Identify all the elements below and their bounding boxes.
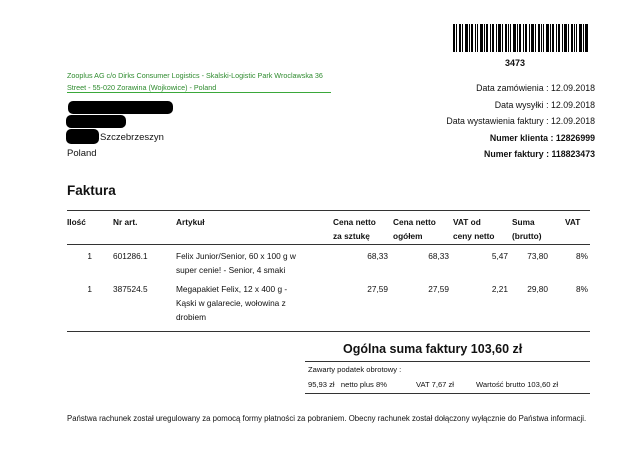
row1-unit-net: 68,33 — [367, 251, 388, 261]
row1-item-line2: super cenie! - Senior, 4 smaki — [176, 265, 286, 275]
row2-total-net: 27,59 — [428, 284, 449, 294]
summary-bottom-rule — [305, 393, 590, 394]
row1-total-net: 68,33 — [428, 251, 449, 261]
redaction-block — [66, 129, 99, 144]
header-unit-net-1: Cena netto — [333, 217, 376, 227]
header-unit-net-2: za sztukę — [333, 231, 370, 241]
tax-label: Zawarty podatek obrotowy : — [308, 365, 402, 374]
row2-item-line2: Kąski w galarecie, wołowina z — [176, 298, 286, 308]
sender-divider — [67, 92, 331, 93]
invoice-number: Numer faktury : 118823473 — [483, 149, 595, 159]
row2-qty: 1 — [87, 284, 92, 294]
tax-gross: Wartość brutto 103,60 zł — [476, 380, 559, 389]
barcode — [453, 24, 588, 52]
redaction-block — [66, 115, 126, 128]
sender-address: Zooplus AG c/o Dirks Consumer Logistics - Skalski-Logistic Park Wroclawska 36 Street - 55-020 Zorawina (Wojkowice) - Poland — [67, 71, 323, 92]
recipient-country: Poland — [67, 148, 97, 159]
row1-qty: 1 — [87, 251, 92, 261]
row2-art: 387524.5 — [113, 284, 148, 294]
row2-vat-rate: 8% — [576, 284, 588, 294]
row1-vat-rate: 8% — [576, 251, 588, 261]
page-title: Faktura — [67, 183, 116, 198]
recipient-city: Szczebrzeszyn — [100, 132, 164, 143]
invoice-total: Ogólna suma faktury 103,60 zł — [343, 342, 523, 356]
table-header-rule — [67, 244, 590, 245]
order-date: Data zamówienia : 12.09.2018 — [476, 83, 595, 93]
header-art: Nr art. — [113, 217, 138, 227]
customer-number: Numer klienta : 12826999 — [489, 132, 595, 143]
header-unit-net — [333, 215, 376, 243]
header-total-net-1: Cena netto — [393, 217, 436, 227]
row2-gross: 29,80 — [527, 284, 548, 294]
row2-item — [176, 282, 331, 324]
footer-note: Państwa rachunek został uregulowany za pomocą formy płatności za pobraniem. Obecny rachunek został dołączony wyłącznie do Państwa informacji. — [67, 414, 587, 423]
row2-unit-net: 27,59 — [367, 284, 388, 294]
row2-item-line1: Megapakiet Felix, 12 x 400 g - — [176, 284, 288, 294]
row1-gross: 73,80 — [527, 251, 548, 261]
row2-vat-amount: 2,21 — [491, 284, 508, 294]
tax-net: 95,93 zł netto plus 8% — [308, 380, 387, 389]
header-vat-unit-1: VAT od — [453, 217, 481, 227]
row1-art: 601286.1 — [113, 251, 148, 261]
header-item: Artykuł — [176, 217, 205, 227]
header-vat-unit-2: ceny netto — [453, 231, 495, 241]
header-total-net — [393, 215, 436, 243]
summary-rule — [305, 361, 590, 362]
header-vat: VAT — [565, 217, 581, 227]
table-top-rule — [67, 210, 590, 211]
barcode-number: 3473 — [505, 58, 526, 68]
header-gross-2: (brutto) — [512, 231, 542, 241]
invoice-meta — [446, 80, 595, 163]
row1-item-line1: Felix Junior/Senior, 60 x 100 g w — [176, 251, 296, 261]
header-vat-unit — [453, 215, 495, 243]
redaction-block — [68, 101, 173, 114]
header-qty: Ilość — [67, 217, 86, 227]
header-gross-1: Suma — [512, 217, 535, 227]
header-total-net-2: ogółem — [393, 231, 423, 241]
row2-item-line3: drobiem — [176, 312, 206, 322]
row1-item — [176, 249, 331, 277]
tax-vat: VAT 7,67 zł — [416, 380, 454, 389]
invoice-date: Data wystawienia faktury : 12.09.2018 — [446, 116, 595, 126]
row1-vat-amount: 5,47 — [491, 251, 508, 261]
table-bottom-rule — [67, 331, 590, 332]
header-gross — [512, 215, 542, 243]
ship-date: Data wysyłki : 12.09.2018 — [494, 99, 595, 110]
